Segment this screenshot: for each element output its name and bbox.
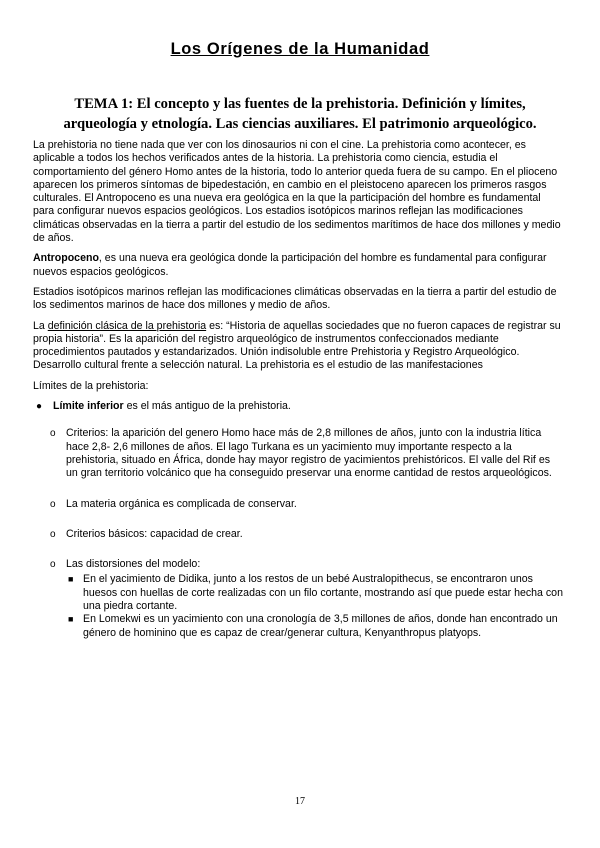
list-item-text: La materia orgánica es complicada de conservar.: [66, 497, 297, 510]
bullet-circle-icon: o: [50, 428, 56, 440]
list-item: [33, 427, 563, 480]
definicion-paragraph: [33, 320, 563, 373]
distorsiones-heading: Las distorsiones del modelo:: [66, 558, 201, 571]
definicion-prefix: La: [33, 319, 48, 332]
list-item-text: Criterios básicos: capacidad de crear.: [66, 527, 243, 540]
list-item-text: Criterios: la aparición del genero Homo hace más de 2,8 millones de años, junto con la industria lítica hace 2,8- 2,6 millones de años. El lago Turkana es un yacimiento muy importante respecto a la prehistoria, situado en África, donde hay mayor registro de yacimientos prehistóricos. El valle del Rif es un gran territorio volcánico que ha conseguido preservar una enorme cantidad de restos arqueológicos.: [66, 427, 552, 480]
distorsiones-item: [33, 558, 563, 640]
topic-subtitle: TEMA 1: El concepto y las fuentes de la prehistoria. Definición y límites, arqueología y etnología. Las ciencias auxiliares. El patrimonio arqueológico.: [63, 96, 537, 132]
definicion-text: es: “Historia de aquellas sociedades que no fueron capaces de registrar su propia historia”. Es la aparición del registro arqueológico de instrumentos confeccionados mediante procedimientos pautados y estandarizados. Unión indisoluble entre Prehistoria y Registro Arqueológico. Desarrollo cultural frente a selección natural. La prehistoria es el estudio de las manifestaciones: [33, 319, 561, 372]
distorsiones-list: [66, 573, 563, 639]
list-item: [33, 528, 563, 541]
page-number: 17: [295, 796, 305, 807]
estadios-paragraph: Estadios isotópicos marinos reflejan las modificaciones climáticas observadas en la tierra a partir del estudio de los sedimentos marinos de hace dos millones y medio de años.: [33, 285, 557, 312]
intro-paragraph: La prehistoria no tiene nada que ver con los dinosaurios ni con el cine. La prehistoria como acontecer, es aplicable a todos los hechos verificados antes de la historia. La prehistoria como ciencia, estudia el comportamiento del género Homo antes de la historia, todo lo anterior queda fuera de su campo. En el plioceno aparecen los primeros síntomas de bipedestación, en cambio en el pleistoceno aparecen los primeros rasgos culturales. El Antropoceno es una nueva era geológica en la que la participación del hombre es fundamental para configurar nuevos espacios geológicos. Los estadios isotópicos marinos reflejan las modificaciones climáticas observadas en la tierra a partir del estudio de los sedimentos marítimos de hace dos millones y medio de años.: [33, 139, 561, 245]
definicion-underlined-term: definición clásica de la prehistoria: [47, 319, 207, 332]
list-item: [66, 573, 563, 613]
bullet-disc-icon: ●: [36, 401, 43, 413]
list-item: [33, 498, 563, 511]
bullet-square-icon: ■: [68, 574, 74, 585]
bullet-circle-icon: o: [50, 498, 56, 510]
limite-inferior-item: [33, 400, 563, 413]
list-item: [66, 613, 563, 640]
antropoceno-paragraph: [33, 252, 563, 279]
document-body: [33, 139, 563, 657]
bullet-circle-icon: o: [50, 559, 56, 571]
list-item-text: En Lomekwi es un yacimiento con una cronología de 3,5 millones de años, donde han encontrado un género de hominino que es capaz de crear/generar cultura, Kenyanthropus platyops.: [83, 613, 558, 639]
limite-inferior-term: Límite inferior: [53, 400, 124, 413]
bullet-square-icon: ■: [68, 614, 74, 625]
limites-list: [33, 400, 563, 413]
limite-inferior-sublist: [33, 427, 563, 640]
limites-heading: Límites de la prehistoria:: [33, 379, 149, 392]
document-title: Los Orígenes de la Humanidad: [170, 40, 430, 58]
bullet-circle-icon: o: [50, 528, 56, 540]
list-item-text: En el yacimiento de Didika, junto a los restos de un bebé Australopithecus, se encontraron unos huesos con huellas de corte realizadas con un filo cortante, mostrando así que puede estar hecha con una piedra cortante.: [83, 573, 563, 613]
antropoceno-text: , es una nueva era geológica donde la participación del hombre es fundamental para configurar nuevos espacios geológicos.: [33, 252, 547, 278]
limite-inferior-text: es el más antiguo de la prehistoria.: [123, 400, 291, 413]
antropoceno-term: Antropoceno: [33, 252, 99, 265]
